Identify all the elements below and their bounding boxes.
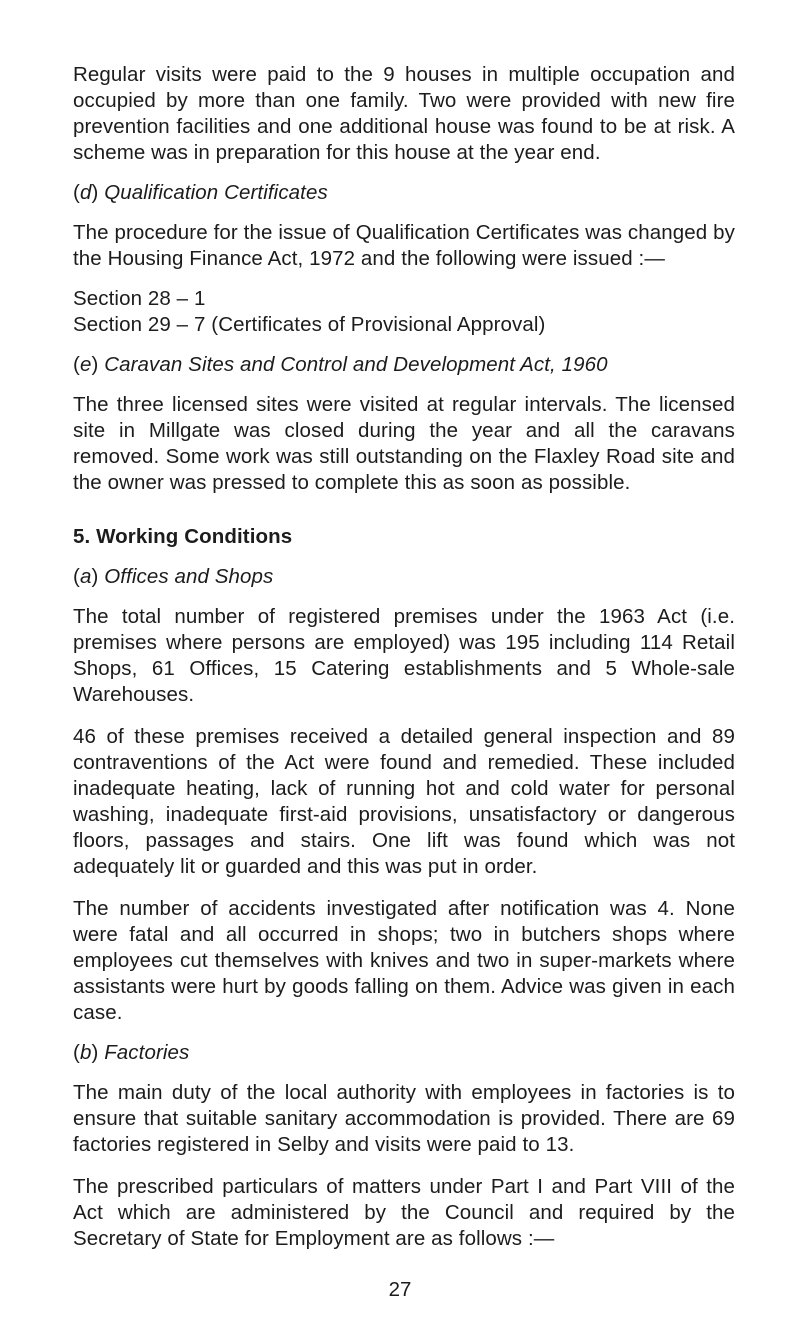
factories-heading	[73, 1040, 735, 1066]
offices-title: Offices and Shops	[104, 565, 274, 588]
heading-paren-close: )	[91, 565, 99, 588]
caravan-letter: e	[79, 353, 92, 376]
caravan-paragraph: The three licensed sites were visited at regular intervals. The licensed site in Millgate was closed during the year and all the caravans removed. Some work was still outstanding on the Flaxley Road site and the owner was pressed to complete this as soon as possible.	[73, 393, 735, 494]
offices-paragraph-3: The number of accidents investigated after notification was 4. None were fatal and all occurred in shops; two in butchers shops where employees cut themselves with knives and two in super-markets where assistants were hurt by goods falling on them. Advice was given in each case.	[73, 897, 735, 1024]
qualification-paragraph: The procedure for the issue of Qualification Certificates was changed by the Housing Finance Act, 1972 and the following were issued :—	[73, 221, 735, 270]
heading-paren-close: )	[91, 353, 99, 376]
heading-paren-close: )	[91, 181, 99, 204]
caravan-heading	[73, 352, 735, 378]
offices-paragraph-2: 46 of these premises received a detailed general inspection and 89 contraventions of the Act were found and remedied. These included inadequate heating, lack of running hot and cold water for personal washing, inadequate first-aid provisions, unsatisfactory or dangerous floors, passages and stairs. One lift was found which was not adequately lit or guarded and this was put in order.	[73, 725, 735, 878]
factories-paragraph-1: The main duty of the local authority with employees in factories is to ensure that suitable sanitary accommodation is provided. There are 69 factories registered in Selby and visits were paid to 13.	[73, 1081, 735, 1156]
working-conditions-heading	[73, 524, 735, 550]
caravan-title: Caravan Sites and Control and Development Act, 1960	[104, 353, 608, 376]
section-29-line: Section 29 – 7 (Certificates of Provisional Approval)	[73, 313, 546, 336]
heading-paren-open: (	[73, 181, 80, 204]
factories-paragraph-2: The prescribed particulars of matters under Part I and Part VIII of the Act which are administered by the Council and required by the Secretary of State for Employment are as follows :—	[73, 1175, 735, 1250]
factories-letter: b	[79, 1041, 92, 1064]
heading-paren-open: (	[73, 565, 80, 588]
intro-paragraph: Regular visits were paid to the 9 houses in multiple occupation and occupied by more than one family. Two were provided with new fire prevention facilities and one additional house was found to be at risk. A scheme was in preparation for this house at the year end.	[73, 63, 735, 164]
qualification-title: Qualification Certificates	[104, 181, 328, 204]
offices-heading	[73, 564, 735, 590]
working-conditions-number: 5.	[73, 525, 91, 548]
qualification-letter: d	[79, 181, 92, 204]
section-28-line: Section 28 – 1	[73, 287, 206, 310]
factories-title: Factories	[104, 1041, 190, 1064]
qualification-heading	[73, 180, 735, 206]
heading-paren-open: (	[73, 1041, 80, 1064]
working-conditions-title: Working Conditions	[96, 525, 293, 548]
offices-letter: a	[79, 565, 92, 588]
page-number: 27	[388, 1278, 412, 1301]
heading-paren-open: (	[73, 353, 80, 376]
offices-paragraph-1: The total number of registered premises under the 1963 Act (i.e. premises where persons are employed) was 195 including 114 Retail Shops, 61 Offices, 15 Catering establishments and 5 Whole-sale Warehouses.	[73, 605, 735, 706]
page-body	[73, 62, 735, 1252]
heading-paren-close: )	[91, 1041, 99, 1064]
